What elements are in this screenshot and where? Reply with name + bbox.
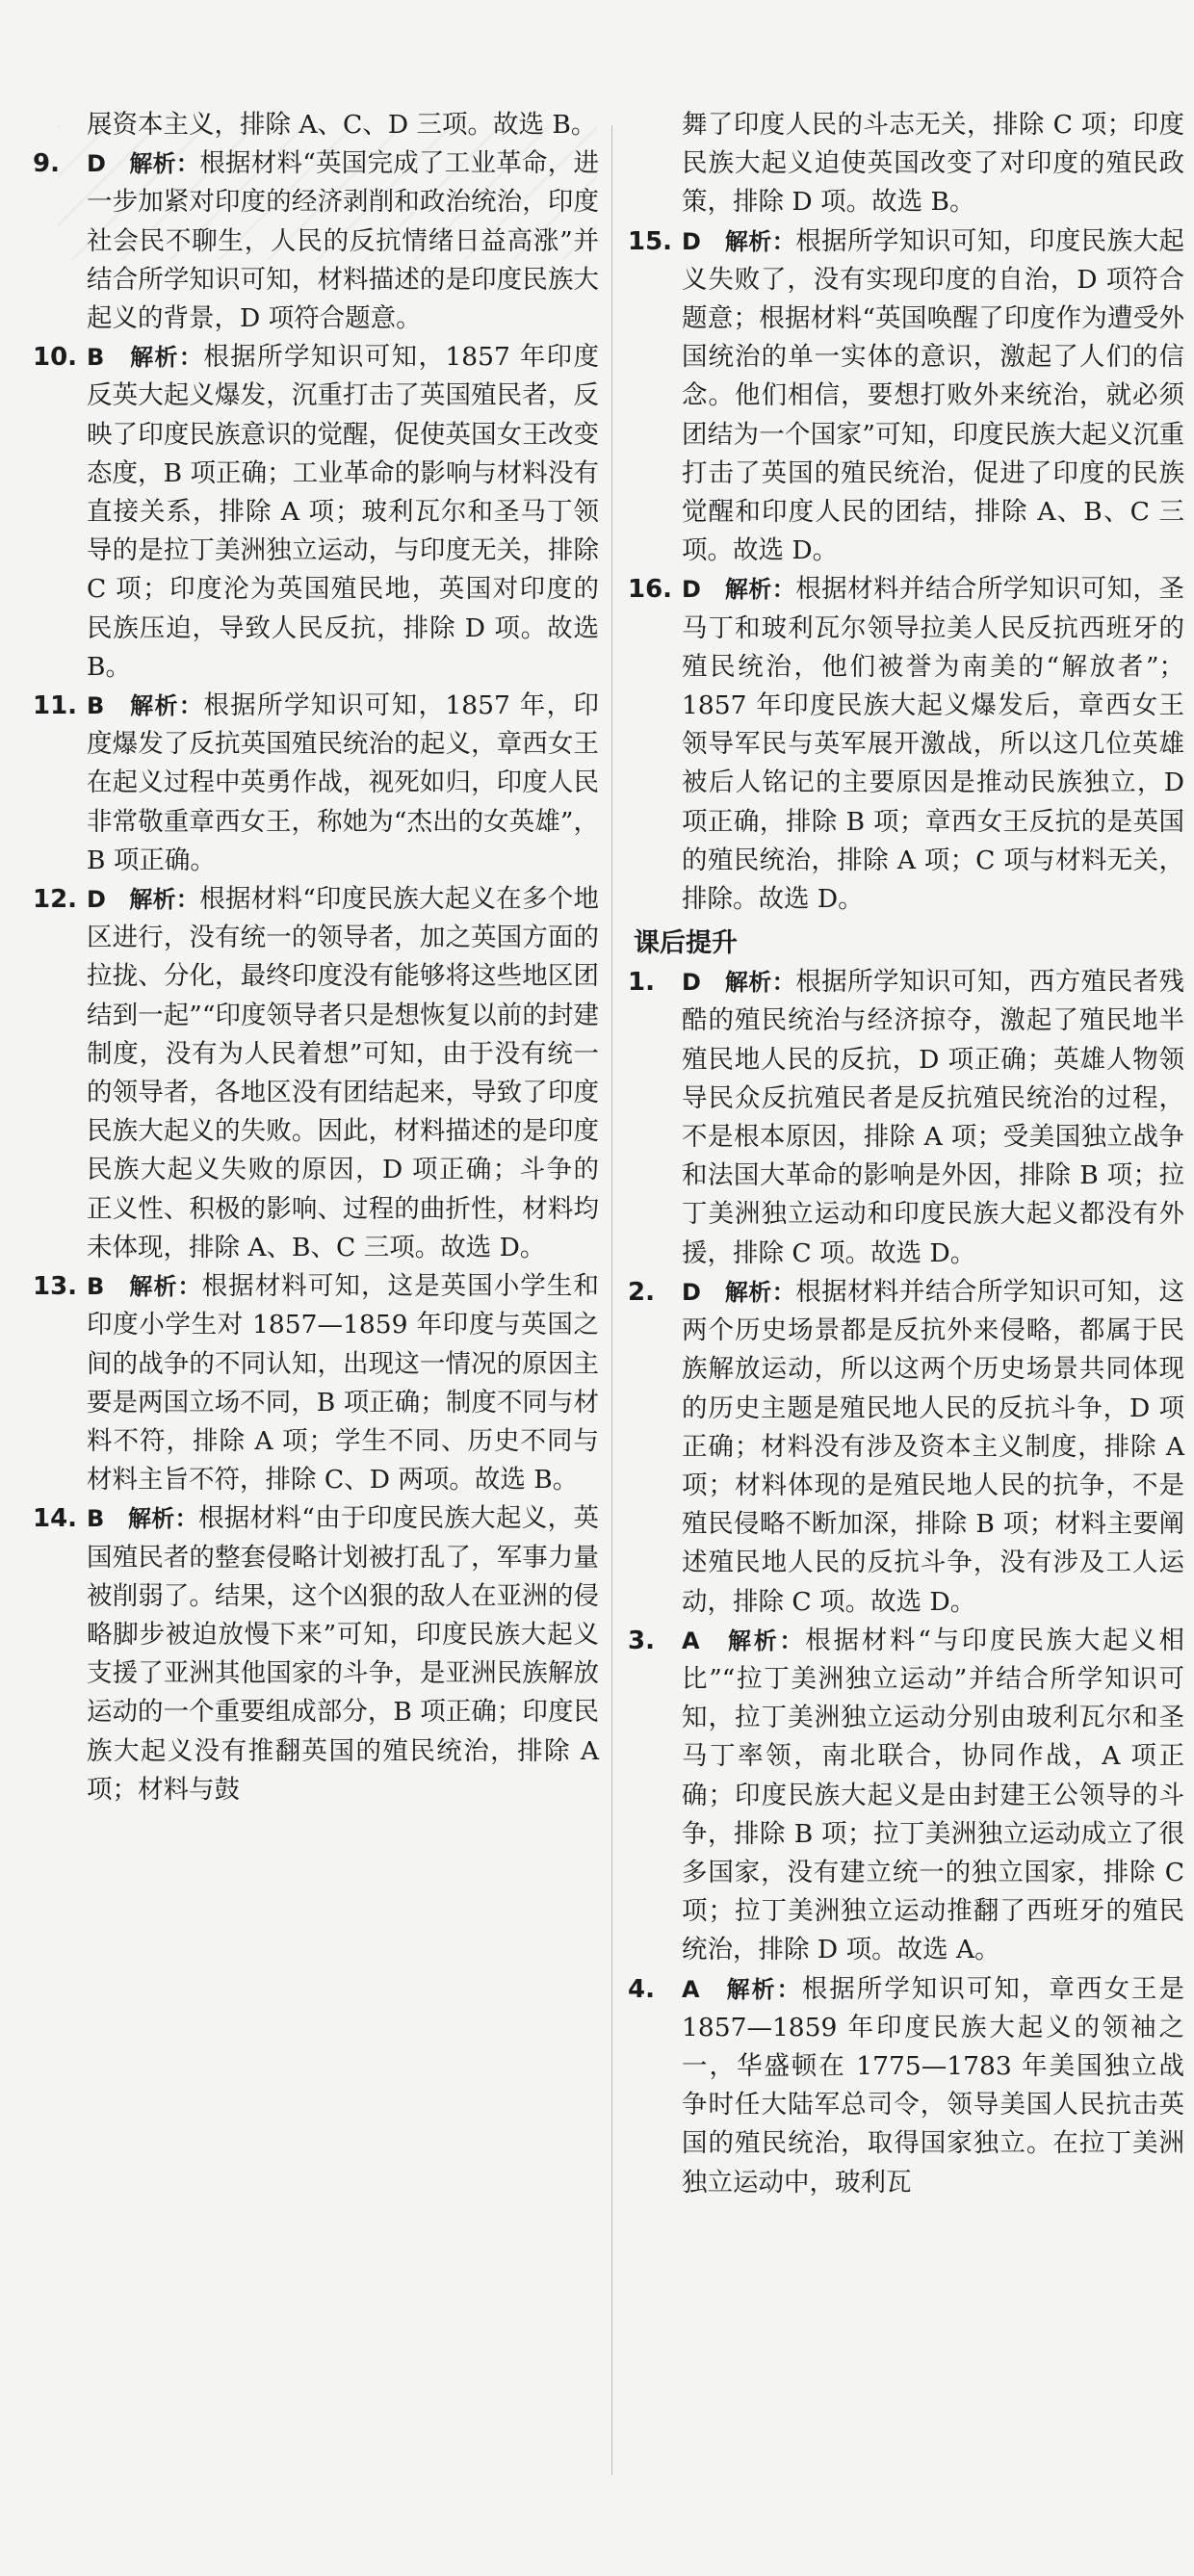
answer-item [29, 1267, 599, 1499]
answer-item [29, 144, 599, 338]
right-column [624, 106, 1184, 2202]
answer-text: 根据材料“英国完成了工业革命，进一步加紧对印度的经济剥削和政治统治，印度社会民不聊生，人民的反抗情绪日益高涨”并结合所学知识可知，材料描述的是印度民族大起义的背景，D 项符合题意。 [87, 148, 599, 334]
answer-label: B 解析： [87, 1505, 198, 1533]
answer-page [29, 106, 1184, 2475]
question-number: 15. [628, 226, 673, 256]
answer-item [29, 880, 599, 1267]
answer-continuation [29, 106, 599, 144]
answer-label: D 解析： [87, 150, 200, 178]
answer-item [624, 570, 1184, 919]
answer-label: B 解析： [87, 1273, 202, 1301]
answer-text: 展资本主义，排除 A、C、D 三项。故选 B。 [87, 110, 597, 140]
answer-item [624, 963, 1184, 1273]
answer-item [624, 222, 1184, 571]
answer-label: D 解析： [87, 886, 200, 914]
question-number: 12. [33, 885, 78, 915]
answer-label: A 解析： [682, 1626, 806, 1654]
answer-item [624, 1622, 1184, 1970]
question-number: 16. [628, 575, 673, 605]
answer-text: 根据所学知识可知，1857 年，印度爆发了反抗英国殖民统治的起义，章西女王在起义过程中英勇作战，视死如归，印度人民非常敬重章西女王，称她为“杰出的女英雄”，B 项正确。 [87, 690, 599, 875]
answer-text: 根据所学知识可知，1857 年印度反英大起义爆发，沉重打击了英国殖民者，反映了印度民族意识的觉醒，促使英国女王改变态度，B 项正确；工业革命的影响与材料没有直接关系，排除 A 项；玻利瓦尔和圣马丁领导的是拉丁美洲独立运动，与印度无关，排除 C 项；印度沦为英国殖民地，英国对印度的民族压迫，导致人民反抗，排除 D 项。故选 B。 [87, 342, 599, 682]
answer-label: D 解析： [682, 576, 796, 604]
question-number: 10. [33, 343, 78, 373]
question-number: 11. [33, 691, 78, 721]
answer-item [29, 687, 599, 880]
column-divider [611, 125, 612, 2475]
answer-text: 舞了印度人民的斗志无关，排除 C 项；印度民族大起义迫使英国改变了对印度的殖民政策，排除 D 项。故选 B。 [682, 110, 1184, 218]
answer-text: 根据材料“由于印度民族大起义，英国殖民者的整套侵略计划被打乱了，军事力量被削弱了。结果，这个凶狠的敌人在亚洲的侵略脚步被迫放慢下来”可知，印度民族大起义支援了亚洲其他国家的斗争，是亚洲民族解放运动的一个重要组成部分，B 项正确；印度民族大起义没有推翻英国的殖民统治，排除 A 项；材料与鼓 [87, 1503, 599, 1805]
question-number: 9. [33, 149, 60, 179]
question-number: 13. [33, 1272, 78, 1302]
answer-label: D 解析： [682, 1278, 796, 1306]
answer-text: 根据所学知识可知，章西女王是 1857—1859 年印度民族大起义的领袖之一，华盛顿在 1775—1783 年美国独立战争时任大陆军总司令，领导美国人民抗击英国的殖民统治，取得国家独立。在拉丁美洲独立运动中，玻利瓦 [682, 1973, 1185, 2198]
answer-item [624, 1970, 1184, 2202]
answer-text: 根据材料“与印度民族大起义相比”“拉丁美洲独立运动”并结合所学知识可知，拉丁美洲独立运动分别由玻利瓦尔和圣马丁率领，南北联合，协同作战，A 项正确；印度民族大起义是由封建王公领导的斗争，排除 B 项；拉丁美洲独立运动成立了很多国家，没有建立统一的独立国家，排除 C 项；拉丁美洲独立运动推翻了西班牙的殖民统治，排除 D 项。故选 A。 [682, 1625, 1184, 1965]
answer-continuation [624, 106, 1184, 222]
question-number: 3. [628, 1626, 655, 1655]
left-column [29, 106, 599, 1809]
answer-text: 根据所学知识可知，印度民族大起义失败了，没有实现印度的自治，D 项符合题意；根据材料“英国唤醒了印度作为遭受外国统治的单一实体的意识，激起了人们的信念。他们相信，要想打败外来统治，就必须团结为一个国家”可知，印度民族大起义沉重打击了英国的殖民统治，促进了印度的民族觉醒和印度人民的团结，排除 A、B、C 三项。故选 D。 [682, 225, 1185, 566]
question-number: 1. [628, 968, 655, 998]
answer-text: 根据所学知识可知，西方殖民者残酷的殖民统治与经济掠夺，激起了殖民地半殖民地人民的反抗，D 项正确；英雄人物领导民众反抗殖民者是反抗殖民统治的过程，不是根本原因，排除 A 项；受美国独立战争和法国大革命的影响是外因，排除 B 项；拉丁美洲独立运动和印度民族大起义都没有外援，排除 C 项。故选 D。 [682, 967, 1185, 1268]
answer-text: 根据材料并结合所学知识可知，这两个历史场景都是反抗外来侵略，都属于民族解放运动，所以这两个历史场景共同体现的历史主题是殖民地人民的反抗斗争，D 项正确；材料没有涉及资本主义制度，排除 A 项；材料体现的是殖民地人民的抗争，不是殖民侵略不断加深，排除 B 项；材料主要阐述殖民地人民的反抗斗争，没有涉及工人运动，排除 C 项。故选 D。 [682, 1276, 1185, 1617]
answer-label: B 解析： [87, 692, 204, 720]
answer-text: 根据材料可知，这是英国小学生和印度小学生对 1857—1859 年印度与英国之间的战争的不同认知，出现这一情况的原因主要是两国立场不同，B 项正确；制度不同与材料不符，排除 A 项；学生不同、历史不同与材料主旨不符，排除 C、D 两项。故选 B。 [87, 1271, 599, 1496]
section-heading: 课后提升 [634, 928, 738, 959]
answer-label: D 解析： [682, 969, 796, 997]
answer-label: D 解析： [682, 227, 796, 255]
answer-label: A 解析： [682, 1975, 802, 2003]
answer-item [29, 338, 599, 687]
question-number: 4. [628, 1974, 655, 2004]
question-number: 2. [628, 1277, 655, 1307]
answer-item [29, 1499, 599, 1809]
answer-text: 根据材料“印度民族大起义在多个地区进行，没有统一的领导者，加之英国方面的拉拢、分化，最终印度没有能够将这些地区团结到一起”“印度领导者只是想恢复以前的封建制度，没有为人民着想”可知，由于没有统一的领导者，各地区没有团结起来，导致了印度民族大起义的失败。因此，材料描述的是印度民族大起义失败的原因，D 项正确；斗争的正义性、积极的影响、过程的曲折性，材料均未体现，排除 A、B、C 三项。故选 D。 [87, 884, 599, 1262]
answer-item [624, 1273, 1184, 1622]
answer-label: B 解析： [87, 344, 204, 372]
question-number: 14. [33, 1504, 78, 1534]
answer-text: 根据材料并结合所学知识可知，圣马丁和玻利瓦尔领导拉美人民反抗西班牙的殖民统治，他们被誉为南美的“解放者”；1857 年印度民族大起义爆发后，章西女王领导军民与英军展开激战，所以这几位英雄被后人铭记的主要原因是推动民族独立，D 项正确，排除 B 项；章西女王反抗的是英国的殖民统治，排除 A 项；C 项与材料无关，排除。故选 D。 [682, 574, 1185, 915]
